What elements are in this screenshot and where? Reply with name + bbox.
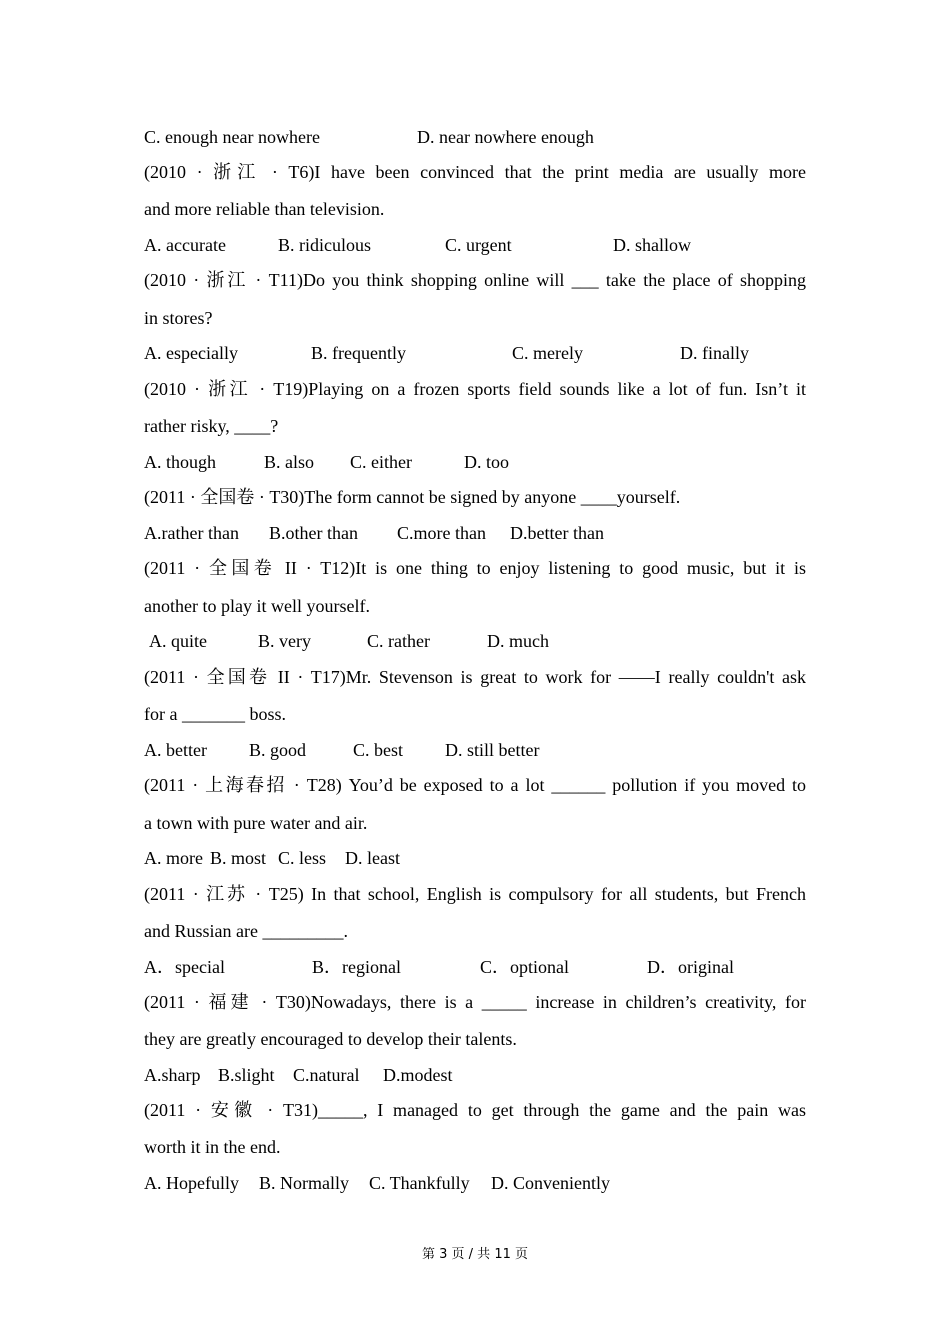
option-a: A. accurate (144, 235, 226, 255)
option-a: A. better (144, 740, 207, 760)
question-text: in stores? (144, 308, 213, 328)
options-row (144, 233, 806, 257)
option-a: A. more (144, 848, 203, 868)
option-c: C. rather (367, 631, 430, 651)
option-c: C. Thankfully (369, 1173, 470, 1193)
question-text: for a _______ boss. (144, 704, 286, 724)
option-c: C. urgent (445, 235, 512, 255)
page-number-footer: 第 3 页 / 共 11 页 (422, 1247, 528, 1262)
option-a: A. Hopefully (144, 1173, 239, 1193)
option-c: C.natural (293, 1065, 360, 1085)
option-b: B. also (264, 452, 315, 472)
question-text: a town with pure water and air. (144, 813, 368, 833)
option-d: D.better than (510, 523, 604, 543)
options-row (144, 1171, 806, 1195)
question-text: (2011 · 福建 · T30)Nowadays, there is a _____ increase in children’s creativity, for (144, 992, 806, 1012)
question-text: (2011 · 全国卷 · T30)The form cannot be signed by anyone ____yourself. (144, 487, 681, 507)
option-d: D. least (345, 848, 400, 868)
option-c: C．optional (480, 957, 569, 977)
option-d: D. still better (445, 740, 540, 760)
option-c: C. either (350, 452, 412, 472)
question-text: (2011 · 全国卷 II · T17)Mr. Stevenson is great to work for ——I really couldn't ask (144, 667, 806, 687)
option-d: D. too (464, 452, 509, 472)
question-text: rather risky, ____? (144, 416, 279, 436)
option-b: B．regional (312, 957, 401, 977)
option-b: B. very (258, 631, 311, 651)
option-a: A. quite (149, 631, 207, 651)
option-d: D. near nowhere enough (417, 127, 594, 147)
options-row (144, 125, 806, 149)
option-b: B.slight (218, 1065, 275, 1085)
option-d: D. Conveniently (491, 1173, 610, 1193)
question-text: another to play it well yourself. (144, 596, 370, 616)
options-row (144, 1063, 806, 1087)
option-c: C. best (353, 740, 404, 760)
question-text: and more reliable than television. (144, 199, 385, 219)
option-d: D. much (487, 631, 549, 651)
question-text: worth it in the end. (144, 1137, 281, 1157)
options-row (149, 629, 811, 653)
option-b: B. ridiculous (278, 235, 371, 255)
options-row (144, 955, 806, 979)
option-b: B. Normally (259, 1173, 349, 1193)
options-row (144, 341, 806, 365)
question-text: (2010 · 浙江 · T19)Playing on a frozen sports field sounds like a lot of fun. Isn’t it (144, 379, 806, 399)
question-text: (2010 · 浙江 · T6)I have been convinced that the print media are usually more (144, 162, 806, 182)
option-a: A．special (144, 957, 225, 977)
option-b: B.other than (269, 523, 358, 543)
option-b: B. frequently (311, 343, 406, 363)
question-text: (2011 · 全国卷 II · T12)It is one thing to enjoy listening to good music, but it is (144, 558, 806, 578)
option-c: C. less (278, 848, 327, 868)
options-row (144, 846, 806, 870)
option-c: C.more than (397, 523, 486, 543)
option-d: D．original (647, 957, 734, 977)
option-d: D. finally (680, 343, 749, 363)
option-a: A. especially (144, 343, 238, 363)
option-d: D. shallow (613, 235, 691, 255)
options-row (144, 450, 806, 474)
option-c: C. enough near nowhere (144, 127, 320, 147)
question-text: (2011 · 安徽 · T31)_____, I managed to get through the game and the pain was (144, 1100, 806, 1120)
question-text: (2011 · 上海春招 · T28) You’d be exposed to a lot ______ pollution if you moved to (144, 775, 806, 795)
question-text: they are greatly encouraged to develop their talents. (144, 1029, 517, 1049)
option-b: B. good (249, 740, 307, 760)
option-d: D.modest (383, 1065, 453, 1085)
option-b: B. most (210, 848, 267, 868)
option-a: A. though (144, 452, 216, 472)
option-a: A.rather than (144, 523, 239, 543)
question-text: (2010 · 浙江 · T11)Do you think shopping online will ___ take the place of shopping (144, 270, 806, 290)
option-a: A.sharp (144, 1065, 201, 1085)
options-row (144, 521, 806, 545)
question-text: and Russian are _________. (144, 921, 348, 941)
options-row (144, 738, 806, 762)
question-text: (2011 · 江苏 · T25) In that school, English is compulsory for all students, but French (144, 884, 806, 904)
option-c: C. merely (512, 343, 583, 363)
